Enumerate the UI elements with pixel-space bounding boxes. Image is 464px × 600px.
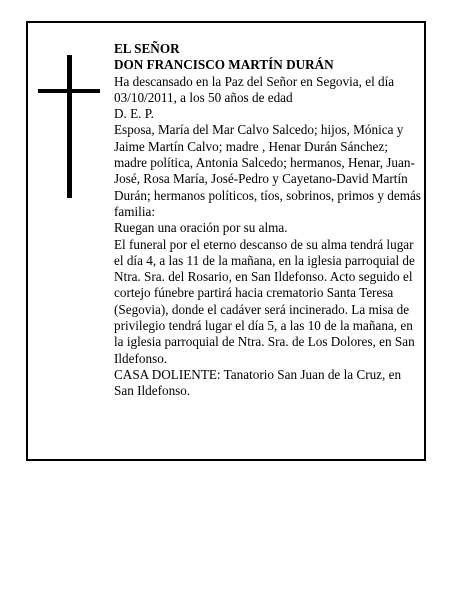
funeral-details: El funeral por el eterno descanso de su alma tendrá lugar el día 4, a las 11 de la mañana, en la iglesia parroquial de Ntra. Sra. del Rosario, en San Ildefonso. Acto seguido el cortejo fúnebre partirá hacia crematorio Santa Teresa (Segovia), donde el cadáver será incinerado. La misa de privilegio tendrá lugar el día 5, a las 10 de la mañana, en la iglesia parroquial de Ntra. Sra. de Los Dolores, en San Ildefonso.	[114, 236, 415, 366]
title-line-1: EL SEÑOR	[114, 41, 180, 56]
death-info: Ha descansado en la Paz del Señor en Segovia, el día 03/10/2011, a los 50 años de edad	[114, 73, 395, 105]
cross-icon	[38, 55, 100, 198]
prayer-request: Ruegan una oración por su alma.	[114, 220, 288, 236]
family-list: Esposa, María del Mar Calvo Salcedo; hijos, Mónica y Jaime Martín Calvo; madre , Henar Durán Sánchez; madre política, Antonia Salcedo; hermanos, Henar, Juan-José, Rosa María, José-Pedro y Cayetano-David Martín Durán; hermanos políticos, tíos, sobrinos, primos y demás familia:	[114, 122, 421, 219]
obituary-notice	[26, 21, 426, 461]
notice-text	[114, 41, 424, 400]
cross-horizontal-bar	[38, 89, 100, 93]
deceased-name: DON FRANCISCO MARTÍN DURÁN	[114, 57, 334, 73]
rest-in-peace: D. E. P.	[114, 106, 154, 122]
mourning-house: CASA DOLIENTE: Tanatorio San Juan de la Cruz, en San Ildefonso.	[114, 366, 402, 399]
cross-vertical-bar	[67, 55, 72, 198]
